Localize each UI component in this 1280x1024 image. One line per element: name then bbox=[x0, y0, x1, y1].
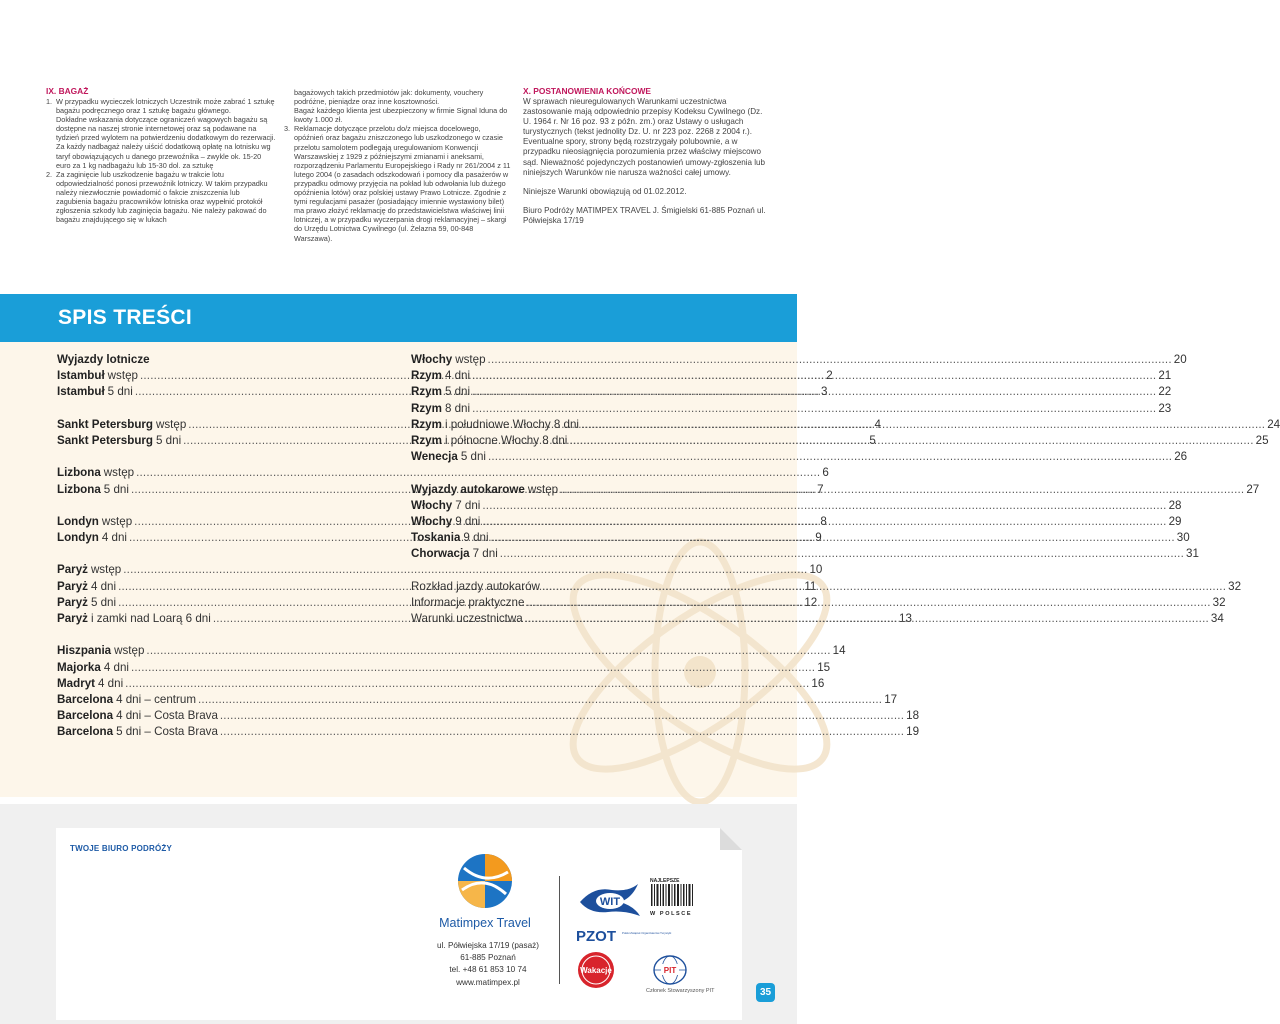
toc-entry-detail: 5 dni bbox=[107, 385, 133, 399]
w-polsce-label: W POLSCE bbox=[650, 911, 693, 917]
pzot-logo bbox=[576, 926, 672, 951]
toc-entry-destination: Madryt bbox=[57, 676, 96, 690]
final-paragraph: W sprawach nieuregulowanych Warunkami uczestnictwa zastosowanie mają odpowiednio przepisy Kodeksu Cywilnego (Dz. U. 1964 r. Nr 16 poz. 93 z późn. zm.) oraz Ustawy o usługach turystycznych (tekst jednolity Dz. U. nr 223 poz. 2268 z 2004 r.). Eventualne spory, strony będą rozstrzygały polubownie, a w przypadku nieosiągnięcia porozumienia przez właściwy miejscowo sąd. Nieważność pojedynczych postanowień umowy-zgłoszenia lub niniejszych Warunków nie narusza ważności całej umowy. bbox=[523, 97, 766, 177]
toc-page-number: 31 bbox=[1186, 547, 1199, 561]
toc-entry-destination: Barcelona bbox=[57, 709, 114, 723]
toc-entry-detail: 4 dni bbox=[90, 579, 117, 593]
footer bbox=[0, 804, 797, 1024]
toc-entry-destination: Rzym bbox=[411, 369, 442, 383]
toc-page-number: 4 bbox=[874, 417, 881, 431]
toc-page-number: 23 bbox=[1158, 401, 1172, 415]
toc-leader-dots bbox=[472, 368, 1156, 384]
toc-page-number: 32 bbox=[1228, 579, 1242, 593]
toc-leader-dots bbox=[560, 482, 1244, 498]
toc-entry-detail: 4 dni bbox=[98, 676, 124, 690]
toc-spacer bbox=[411, 465, 741, 481]
toc-section-heading bbox=[57, 352, 388, 368]
toc-entry-destination: Paryż bbox=[57, 595, 88, 609]
toc-entry-detail: 5 dni – Costa Brava bbox=[116, 725, 218, 739]
pit-label: PIT bbox=[663, 966, 677, 975]
toc-entry[interactable] bbox=[411, 498, 1182, 514]
section-title-final: X. POSTANOWIENIA KOŃCOWE bbox=[523, 86, 651, 96]
list-number bbox=[284, 88, 294, 106]
toc-page-number: 27 bbox=[1246, 482, 1260, 496]
list-text: bagażowych takich przedmiotów jak: dokumenty, vouchery podróżne, pieniądze oraz inne kosztowności. bbox=[294, 88, 484, 107]
wit-logo bbox=[576, 880, 642, 920]
toc-page-number: 15 bbox=[817, 660, 831, 674]
pzot-label: PZOT bbox=[576, 928, 616, 945]
toc-entry-detail: wstęp bbox=[101, 514, 133, 528]
list-number: 2. bbox=[46, 169, 53, 179]
toc-page-number: 16 bbox=[811, 676, 825, 690]
toc-entry-detail: 8 dni bbox=[444, 401, 471, 415]
toc-entry[interactable] bbox=[411, 433, 1269, 449]
matimpex-globe-logo bbox=[454, 850, 516, 912]
page-number: 35 bbox=[756, 983, 775, 1002]
toc-entry-destination: Wyjazdy autokarowe bbox=[411, 482, 525, 496]
terms-column-final bbox=[523, 86, 769, 235]
toc-spacer bbox=[57, 449, 388, 465]
toc-entry-destination: Barcelona bbox=[57, 692, 114, 706]
address-city: 61-885 Poznań bbox=[460, 953, 516, 963]
pit-logo bbox=[652, 954, 688, 986]
toc-page-number: 29 bbox=[1168, 514, 1182, 528]
list-number: 1. bbox=[46, 97, 53, 106]
toc-entry-detail: wstęp bbox=[103, 466, 135, 480]
toc-entry[interactable] bbox=[411, 514, 1182, 530]
toc-entry-detail: 7 dni bbox=[472, 547, 498, 561]
toc-entry-destination: Włochy bbox=[411, 498, 453, 512]
toc-entry-destination: Rzym bbox=[411, 433, 442, 447]
list-text: Dokładne wskazania dotyczące ograniczeń wagowych bagażu są dostępne na naszej stronie internetowej oraz są podawane na tydzień przed wylotem na potwierdzeniu dodatkowym do rezerwacji. Za każdy nadbagaż należy uiścić dodatkową opłatę na lotnisku wg taryf obowiązujących u danego przewoźnika – zwykle ok. 15-20 euro za 1 kg nadbagażu lub 15-30 dol. za sztukę bbox=[56, 115, 276, 170]
toc-entry-detail: 5 dni bbox=[444, 385, 471, 399]
list-number: 3. bbox=[284, 124, 291, 134]
najlepsze-label: NAJLEPSZE bbox=[650, 878, 680, 884]
toc-entry-detail: Informacje praktyczne bbox=[411, 595, 525, 609]
toc-entry-destination: Rzym bbox=[411, 385, 442, 399]
toc-entry[interactable] bbox=[411, 352, 1187, 368]
toc-entry[interactable] bbox=[411, 449, 1188, 465]
toc-entry-destination: Barcelona bbox=[57, 725, 114, 739]
validity-note: Niniejsze Warunki obowiązują od 01.02.2012. bbox=[523, 186, 687, 196]
toc-entry[interactable] bbox=[411, 546, 1199, 562]
toc-page-number: 13 bbox=[899, 612, 912, 625]
toc-page-number: 8 bbox=[820, 514, 827, 528]
toc-entry-detail: 9 dni bbox=[463, 531, 489, 545]
toc-entry-destination: Paryż bbox=[57, 579, 88, 593]
tagline: TWOJE BIURO PODRÓŻY bbox=[70, 844, 173, 853]
toc-leader-dots bbox=[482, 498, 1166, 514]
toc-entry-detail: wstęp bbox=[107, 369, 138, 383]
toc-entry-detail: Warunki uczestnictwa bbox=[411, 612, 523, 625]
wakacje-label: Wakacje bbox=[580, 966, 612, 975]
barcode-graphic bbox=[650, 884, 694, 906]
toc-entry-destination: Rzym bbox=[411, 401, 442, 415]
toc-page-number: 21 bbox=[1158, 369, 1172, 383]
list-item bbox=[284, 88, 512, 106]
toc-page-number: 7 bbox=[817, 482, 824, 496]
terms-section bbox=[46, 86, 766, 276]
toc-entry-destination: Londyn bbox=[57, 531, 99, 545]
list-text: W przypadku wycieczek lotniczych Uczestnik może zabrać 1 sztukę bagażu podręcznego oraz 1 sztukę bagażu głównego. bbox=[56, 97, 275, 116]
toc-entry-destination: Majorka bbox=[57, 660, 101, 674]
terms-column-baggage bbox=[46, 86, 276, 224]
phone-number: tel. +48 61 853 10 74 bbox=[449, 965, 527, 975]
toc-entry[interactable] bbox=[57, 676, 825, 692]
toc-spacer bbox=[411, 562, 741, 578]
list-text: Bagaż każdego klienta jest ubezpieczony w firmie Signal Iduna do kwoty 1.000 zł. bbox=[294, 106, 508, 125]
toc-spacer bbox=[57, 546, 388, 562]
list-number bbox=[46, 115, 56, 170]
toc-entry-detail: wstęp bbox=[90, 563, 122, 577]
list-item bbox=[46, 115, 276, 170]
toc-entry-detail: 4 dni bbox=[444, 369, 471, 383]
toc-leader-dots bbox=[491, 530, 1175, 546]
pzot-mark bbox=[576, 926, 672, 946]
toc-entry-destination: Paryż bbox=[57, 563, 88, 577]
toc-page-number: 25 bbox=[1255, 433, 1269, 447]
toc-page-number: 28 bbox=[1168, 498, 1182, 512]
company-address-note: Biuro Podróży MATIMPEX TRAVEL J. Śmigielski 61-885 Poznań ul. Półwiejska 17/19 bbox=[523, 205, 766, 225]
toc-entry-detail: i południowe Włochy 8 dni bbox=[444, 417, 579, 431]
toc-entry-destination: Lizbona bbox=[57, 482, 101, 496]
toc-entry-destination: Rzym bbox=[411, 417, 442, 431]
toc-page-number: 12 bbox=[804, 595, 818, 609]
toc-leader-dots bbox=[525, 611, 1209, 627]
toc-entry-destination: Sankt Petersburg bbox=[57, 417, 153, 431]
section-title-baggage: IX. BAGAŻ bbox=[46, 86, 89, 96]
toc-entry[interactable] bbox=[411, 368, 1172, 384]
toc-leader-dots bbox=[500, 546, 1184, 562]
toc-page-number: 19 bbox=[906, 725, 920, 739]
toc-page-number: 6 bbox=[822, 466, 829, 480]
toc-leader-dots bbox=[146, 643, 830, 659]
toc-leader-dots bbox=[472, 384, 1156, 400]
toc-entry[interactable] bbox=[411, 417, 1280, 433]
list-item bbox=[284, 124, 512, 242]
toc-entry-detail: 7 dni bbox=[455, 498, 481, 512]
pit-caption: Członek Stowarzyszony PIT bbox=[646, 988, 715, 994]
toc-leader-dots bbox=[488, 352, 1172, 368]
toc-page-number: 26 bbox=[1174, 450, 1188, 464]
website-link[interactable]: www.matimpex.pl bbox=[456, 977, 520, 987]
toc-leader-dots bbox=[131, 660, 815, 676]
toc-leader-dots bbox=[488, 449, 1172, 465]
divider bbox=[559, 876, 560, 984]
list-number bbox=[284, 106, 294, 124]
toc-entry-detail: 9 dni bbox=[455, 514, 481, 528]
toc-entry-destination: Istambuł bbox=[57, 369, 105, 383]
toc-spacer bbox=[57, 627, 388, 643]
toc-leader-dots bbox=[125, 676, 809, 692]
toc-entry-detail: Rozkład jazdy autokarów bbox=[411, 579, 540, 593]
toc-entry-destination: Chorwacja bbox=[411, 547, 470, 561]
toc-entry-detail: 4 dni bbox=[103, 660, 129, 674]
wakacje-logo bbox=[574, 950, 618, 990]
toc-heading-text: Wyjazdy lotnicze bbox=[57, 353, 150, 366]
toc-leader-dots bbox=[526, 595, 1210, 611]
toc-entry[interactable] bbox=[57, 708, 920, 724]
address-street: ul. Półwiejska 17/19 (pasaż) bbox=[437, 941, 539, 950]
toc-leader-dots bbox=[220, 708, 904, 724]
toc-spacer bbox=[57, 498, 388, 514]
toc-page-number: 11 bbox=[804, 579, 817, 593]
toc-page-number: 2 bbox=[826, 369, 833, 383]
toc-entry-destination: Hiszpania bbox=[57, 644, 112, 658]
toc-leader-dots bbox=[482, 514, 1166, 530]
toc-page-number: 24 bbox=[1267, 417, 1280, 431]
toc-entry-detail: wstęp bbox=[156, 417, 187, 431]
toc-page-number: 34 bbox=[1210, 612, 1224, 625]
toc-page-number: 9 bbox=[815, 531, 822, 545]
list-item bbox=[46, 97, 276, 115]
toc-entry-detail: wstęp bbox=[455, 353, 486, 366]
toc-page-number: 22 bbox=[1158, 385, 1172, 399]
toc-entry-detail: 4 dni – centrum bbox=[116, 692, 196, 706]
company-name: Matimpex Travel bbox=[439, 916, 531, 930]
list-item bbox=[46, 170, 276, 225]
toc-entry-destination: Lizbona bbox=[57, 466, 101, 480]
toc-entry-detail: wstęp bbox=[114, 644, 145, 658]
toc-banner bbox=[0, 294, 797, 342]
toc-leader-dots bbox=[581, 417, 1265, 433]
toc-page-number: 20 bbox=[1173, 353, 1187, 366]
toc-entry[interactable] bbox=[57, 724, 920, 740]
wit-label: WIT bbox=[599, 896, 621, 908]
toc-page-number: 17 bbox=[884, 692, 898, 706]
toc-spacer bbox=[57, 401, 388, 417]
toc-entry-detail: 5 dni bbox=[90, 595, 117, 609]
toc-page-number: 30 bbox=[1176, 531, 1190, 545]
pzot-sublabel: Polski Związek Organizatorów Turystyki bbox=[622, 931, 672, 935]
toc-entry-destination: Włochy bbox=[411, 353, 453, 366]
terms-column-complaints bbox=[284, 88, 512, 243]
toc-page-number: 14 bbox=[832, 644, 846, 658]
toc-entry-destination: Istambuł bbox=[57, 385, 105, 399]
toc-entry-detail: 4 dni – Costa Brava bbox=[116, 709, 218, 723]
toc-entry-destination: Wenecja bbox=[411, 450, 458, 464]
toc-entry-detail: 4 dni bbox=[101, 531, 127, 545]
toc-entry[interactable] bbox=[57, 692, 898, 708]
toc-entry-detail: i zamki nad Loarą 6 dni bbox=[90, 612, 211, 625]
toc-entry-destination: Londyn bbox=[57, 514, 99, 528]
list-text: Za zaginięcie lub uszkodzenie bagażu w trakcie lotu odpowiedzialność ponosi przewoźnik lotniczy. W takim przypadku należy niezwłocznie powiadomić o fakcie zniszczenia lub zagubienia bagażu pracowników lotniska oraz wypełnić protokół zgłoszenia szkody lub zaginięcia bagażu. Nie należy pakować do bagażu znajdującego się w lukach bbox=[56, 169, 268, 225]
najlepsze-w-polsce-badge bbox=[650, 878, 698, 917]
toc-page-number: 3 bbox=[821, 385, 828, 399]
toc-leader-dots bbox=[220, 724, 904, 740]
toc-page-number: 10 bbox=[809, 563, 823, 577]
toc-leader-dots bbox=[569, 433, 1253, 449]
toc-leader-dots bbox=[198, 692, 882, 708]
toc-entry-destination: Toskania bbox=[411, 531, 461, 545]
toc-page-number: 18 bbox=[906, 709, 920, 723]
toc-entry-destination: Włochy bbox=[411, 514, 453, 528]
toc-title: SPIS TREŚCI bbox=[58, 306, 192, 329]
toc-entry[interactable] bbox=[411, 384, 1172, 400]
toc-entry[interactable] bbox=[411, 482, 1260, 498]
toc-entry-destination: Paryż bbox=[57, 612, 88, 625]
toc-entry[interactable] bbox=[411, 401, 1172, 417]
toc-entry[interactable] bbox=[57, 465, 829, 481]
toc-entry-detail: wstęp bbox=[527, 482, 559, 496]
toc-leader-dots bbox=[472, 401, 1156, 417]
toc-entry[interactable] bbox=[57, 562, 823, 578]
toc-entry-detail: i północne Włochy 8 dni bbox=[444, 433, 568, 447]
toc-entry-detail: 5 dni bbox=[103, 482, 129, 496]
toc-leader-dots bbox=[542, 579, 1226, 595]
toc-page-number: 5 bbox=[869, 433, 876, 447]
toc-entry[interactable] bbox=[411, 530, 1190, 546]
page-fold-corner bbox=[720, 828, 742, 850]
toc-entry-detail: 5 dni bbox=[460, 450, 486, 464]
footer-card bbox=[56, 828, 742, 1020]
list-text: Reklamacje dotyczące przelotu do/z miejsca docelowego, opóźnień oraz bagażu zniszczonego lub uszkodzonego w czasie przelotu samolotem podlegają uregulowaniom Konwencji Warszawskiej z 1929 z późniejszymi zmianami i aneksami, rozporządzeniu Parlamentu Europejskiego i Rady nr 261/2004 z 11 lutego 2004 (o zasadach odszkodowań i pomocy dla pasażerów w przypadku odmowy przyjęcia na pokład lub odwołania lub dużego opóźnienia lotów) oraz polskiej ustawy Prawo Lotnicze. Zgodnie z tymi regulacjami pasażer (posiadający imiennie wystawiony bilet) ma prawo złożyć reklamację do przedstawicielstwa właściwej linii lotniczej, a w przypadku wyczerpania drogi reklamacyjnej – skargi do Urzędu Lotnictwa Cywilnego (ul. Żelazna 59, 00-848 Warszawa). bbox=[294, 124, 511, 243]
list-item bbox=[284, 106, 512, 124]
toc-page-number: 32 bbox=[1212, 595, 1226, 609]
toc-entry[interactable] bbox=[57, 643, 846, 659]
company-address bbox=[414, 940, 562, 989]
toc-entry[interactable] bbox=[57, 660, 831, 676]
toc-entry-destination: Sankt Petersburg bbox=[57, 433, 153, 447]
toc-entry-detail: 5 dni bbox=[156, 433, 182, 447]
